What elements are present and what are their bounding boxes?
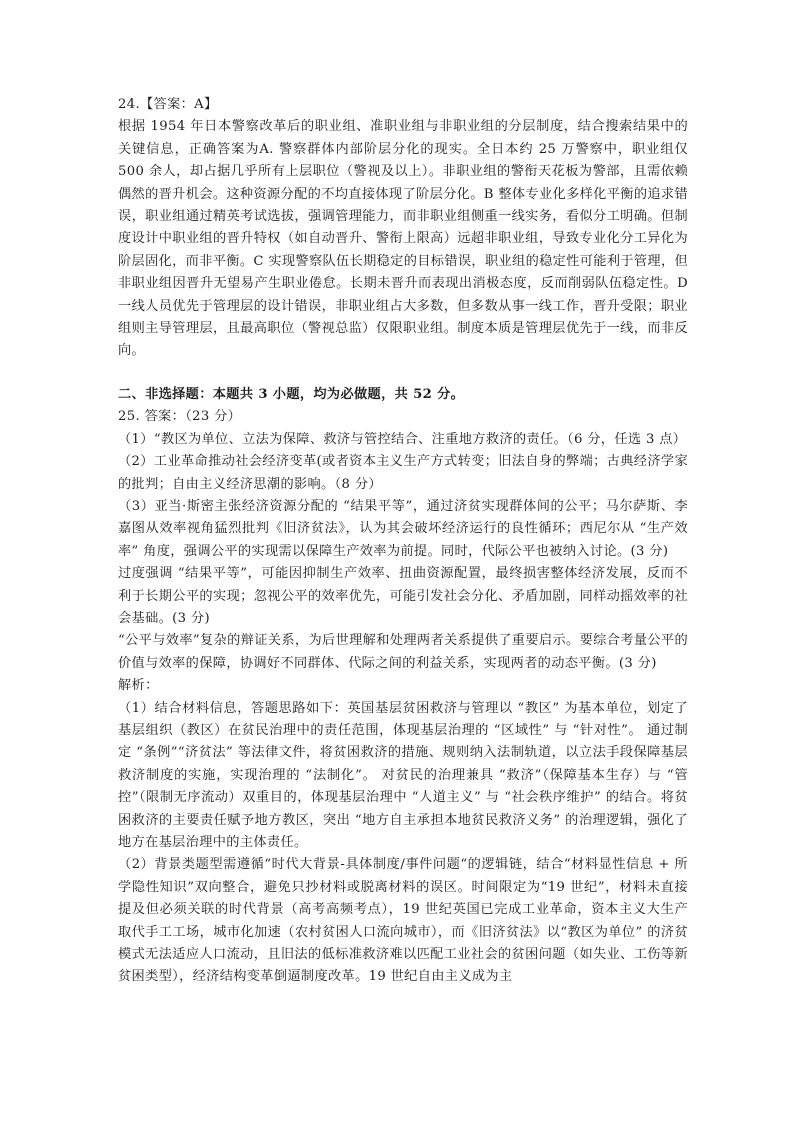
q25-answer-1: （1）“教区为单位、立法为保障、救济与管控结合、注重地方救济的责任。（6 分，任选 3 点） bbox=[118, 431, 687, 447]
q24-answer-body: 根据 1954 年日本警察改革后的职业组、准职业组与非职业组的分层制度，结合搜索结果中的关键信息，正确答案为A. 警察群体内部阶层分化的现实。全日本约 25 万警察中，职业组仅 500 余人，却占据几乎所有上层职位（警视及以上）。非职业组的警衔天花板为警部，且需依赖偶然的晋升机会。这种资源分配的不均直接体现了阶层分化。B 整体专业化多样化平衡的追求错误，职业组通过精英考试选拔，强调管理能力，而非职业组侧重一线实务，看似分工明确。但制度设计中职业组的晋升特权（如自动晋升、警衔上限高）远超非职业组，导致专业化分工异化为阶层固化，而非平衡。C 实现警察队伍长期稳定的目标错误，职业组的稳定性可能利于管理，但非职业组因晋升无望易产生职业倦怠。长期未晋升而表现出消极态度，反而削弱队伍稳定性。D 一线人员优先于管理层的设计错误，非职业组占大多数，但多数从事一线工作，晋升受限；职业组则主导管理层，且最高职位（警视总监）仅限职业组。制度本质是管理层优先于一线，而非反向。 bbox=[118, 119, 689, 359]
section-gap bbox=[118, 363, 688, 384]
q25-answer-3: （3）亚当·斯密主张经济资源分配的 “结果平等”，通过济贫实现群体间的公平；马尔萨斯、李嘉图从效率视角猛烈批判《旧济贫法》，认为其会破坏经济运行的良性循环；西尼尔从 “生产效率” 角度，强调公平的实现需以保障生产效率为前提。同时，代际公平也被纳入讨论。(3 分) bbox=[118, 498, 688, 559]
q25-answer-3-conclusion: “公平与效率”复杂的辩证关系，为后世理解和处理两者关系提供了重要启示。要综合考量公平的价值与效率的保障，协调好不同群体、代际之间的利益关系，实现两者的动态平衡。(3 分) bbox=[118, 633, 688, 671]
q25-title: 25. 答案：（23 分） bbox=[118, 409, 242, 425]
section2-heading: 二、非选择题：本题共 3 小题，均为必做题，共 52 分。 bbox=[118, 386, 465, 402]
document-body bbox=[118, 94, 688, 989]
q24-title: 24.【答案：A】 bbox=[118, 97, 218, 112]
analysis-label: 解析： bbox=[118, 678, 159, 694]
q25-answer-2: （2）工业革命推动社会经济变革(或者资本主义生产方式转变；旧法自身的弊端；古典经济学家的批判；自由主义经济思潮的影响。（8 分） bbox=[118, 454, 688, 492]
q25-answer-3-cont: 过度强调 “结果平等”，可能因抑制生产效率、扭曲资源配置，最终损害整体经济发展，反而不利于长期公平的实现；忽视公平的效率优先，可能引发社会分化、矛盾加剧，同样动摇效率的社会基础。(3 分) bbox=[118, 566, 688, 626]
analysis-1: （1）结合材料信息，答题思路如下：英国基层贫困救济与管理以 “教区” 为基本单位，划定了基层组织（教区）在贫民治理中的责任范围，体现基层治理的 “区域性” 与 “针对性”。 通过制定 “条例”“济贫法” 等法律文件，将贫困救济的措施、规则纳入法制轨道，以立法手段保障基层救济制度的实施，实现治理的 “法制化”。 对贫民的治理兼具 “救济”（保障基本生存）与 “管控”（限制无序流动）双重目的，体现基层治理中 “人道主义” 与 “社会秩序维护” 的结合。将贫困救济的主要责任赋予地方教区，突出 “地方自主承担本地贫民救济义务” 的治理逻辑，强化了地方在基层治理中的主体责任。 bbox=[118, 700, 688, 850]
analysis-2: （2）背景类题型需遵循“时代大背景-具体制度/事件问题“的逻辑链，结合“材料显性信息 + 所学隐性知识”双向整合，避免只抄材料或脱离材料的误区。时间限定为“19 世纪”，材料未直接提及但必须关联的时代背景（高考高频考点），19 世纪英国已完成工业革命，资本主义大生产取代手工工场，城市化加速（农村贫困人口流向城市），而《旧济贫法》以“教区为单位” 的济贫模式无法适应人口流动，且旧法的低标准救济难以匹配工业社会的贫困问题（如失业、工伤等新贫困类型），经济结构变革倒逼制度改革。19 世纪自由主义成为主 bbox=[118, 857, 688, 985]
